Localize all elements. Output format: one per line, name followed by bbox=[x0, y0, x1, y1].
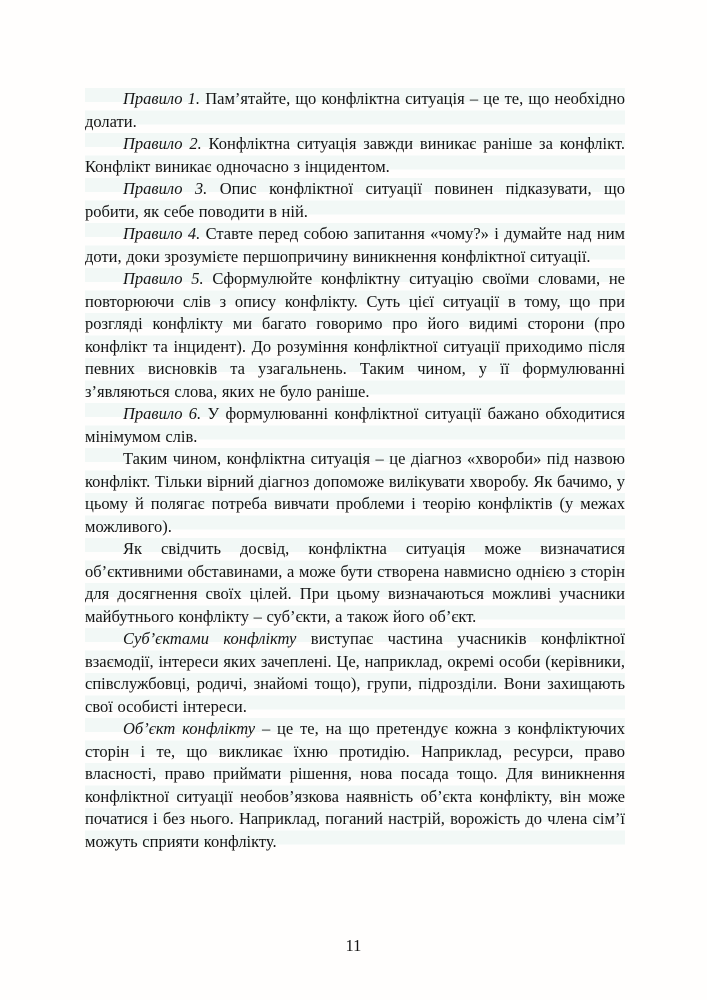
paragraph: Правило 1. Пам’ятайте, що конфліктна ситуація – це те, що необхідно долати. bbox=[85, 89, 626, 131]
paragraph-lead: Правило 1. bbox=[123, 89, 201, 108]
paragraph-lead: Правило 4. bbox=[123, 224, 201, 243]
paragraph: Таким чином, конфліктна ситуація – це діагноз «хвороби» під назвою конфлікт. Тільки вірний діагноз допоможе вилікувати хворобу. Як бачимо, у цьому й полягає потреба вивчати проблеми і теорію конфліктів (у межах можливого). bbox=[85, 449, 625, 536]
paragraph: Правило 3. Опис конфліктної ситуації повинен підказувати, що робити, як себе поводити в ній. bbox=[85, 179, 625, 221]
paragraph: Правило 5. Сформулюйте конфліктну ситуацію своїми словами, не повторюючи слів з опису конфлікту. Суть цієї ситуації в тому, що при розгляді конфлікту ми багато говоримо про його видимі сторони (про конфлікт та інцидент). До розуміння конфліктної ситуації приходимо після певних висновків та узагальнень. Таким чином, у її формулюванні з’являються слова, яких не було раніше. bbox=[85, 269, 625, 401]
paragraph: Правило 6. У формулюванні конфліктної ситуації бажано обходитися мінімумом слів. bbox=[85, 404, 625, 446]
paragraph: Суб’єктами конфлікту виступає частина учасників конфліктної взаємодії, інтереси яких зачеплені. Це, наприклад, окремі особи (керівники, співслужбовці, родичі, знайомі тощо), групи, підрозділи. Вони захищають свої особисті інтереси. bbox=[85, 629, 625, 716]
paragraph-lead: Правило 5. bbox=[123, 269, 204, 288]
paragraph-lead: Правило 6. bbox=[123, 404, 202, 423]
paragraph-lead: Правило 3. bbox=[123, 179, 208, 198]
text-block bbox=[85, 88, 625, 853]
paragraph: Об’єкт конфлікту – це те, на що претендує кожна з конфліктуючих сторін і те, що викликає їхню протидію. Наприклад, ресурси, право власності, право приймати рішення, нова посада тощо. Для виникнення конфліктної ситуації необов’язкова наявність об’єкта конфлікту, він може початися і без нього. Наприклад, поганий настрій, ворожість до члена сім’ї можуть сприяти конфлікту. bbox=[85, 719, 625, 851]
paragraph: Як свідчить досвід, конфліктна ситуація може визначатися об’єктивними обставинами, а може бути створена навмисно однією з сторін для досягнення своїх цілей. При цьому визначаються можливі учасники майбутнього конфлікту – суб’єкти, а також його об’єкт. bbox=[85, 539, 625, 626]
paragraph: Правило 2. Конфліктна ситуація завжди виникає раніше за конфлікт. Конфлікт виникає одночасно з інцидентом. bbox=[85, 134, 625, 176]
paragraph-lead: Правило 2. bbox=[123, 134, 202, 153]
page-number: 11 bbox=[345, 936, 362, 955]
paragraph-lead: Суб’єктами конфлікту bbox=[123, 629, 297, 648]
paragraph-lead: Об’єкт конфлікту bbox=[123, 719, 256, 738]
paragraph: Правило 4. Ставте перед собою запитання «чому?» і думайте над ним доти, доки зрозумієте першопричину виникнення конфліктної ситуації. bbox=[85, 224, 625, 266]
